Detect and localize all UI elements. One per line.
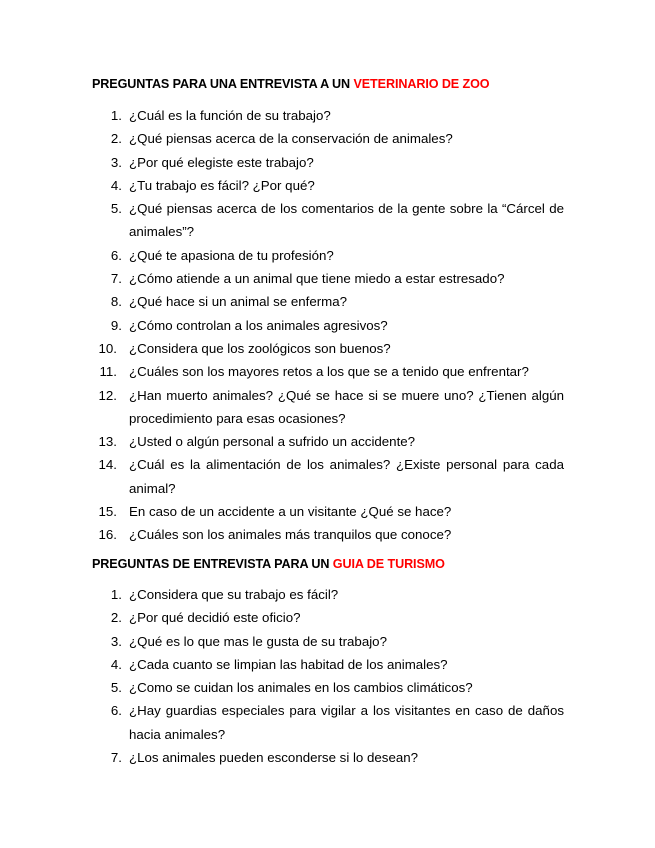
section-heading-guia [92, 556, 445, 572]
question-text: ¿Considera que su trabajo es fácil? [129, 587, 339, 602]
question-number: 7. [110, 750, 122, 766]
question-number: 9. [110, 317, 122, 333]
question-text: ¿Hay guardias especiales para vigilar a los visitantes en caso de daños [129, 703, 564, 719]
question-item [92, 360, 564, 383]
question-item [92, 104, 564, 127]
question-number: 6. [110, 703, 122, 719]
question-number: 1. [110, 587, 122, 602]
question-text: ¿Qué hace si un animal se enferma? [129, 294, 348, 310]
question-text: ¿Por qué elegiste este trabajo? [129, 154, 314, 170]
question-item [92, 746, 564, 769]
question-text: ¿Tu trabajo es fácil? ¿Por qué? [129, 177, 315, 193]
question-item [92, 151, 564, 174]
question-text: animal? [129, 480, 176, 496]
question-item [92, 384, 564, 431]
question-text: ¿Qué piensas acerca de los comentarios de la gente sobre la “Cárcel de [129, 201, 564, 217]
question-item [92, 653, 564, 676]
question-item [92, 630, 564, 653]
question-item [92, 699, 564, 746]
question-text: ¿Considera que los zoológicos son buenos? [129, 340, 391, 356]
question-number: 5. [110, 201, 122, 217]
question-number: 14. [98, 457, 117, 473]
question-item [92, 337, 564, 360]
question-number: 7. [110, 271, 122, 287]
question-text: animales”? [129, 224, 195, 240]
section-heading-veterinario [92, 76, 490, 92]
question-number: 16. [98, 527, 117, 543]
question-number: 3. [110, 633, 122, 649]
question-text: ¿Qué te apasiona de tu profesión? [129, 247, 334, 263]
question-number: 3. [110, 154, 122, 170]
question-item [92, 523, 564, 546]
question-number: 15. [98, 504, 117, 520]
question-item [92, 244, 564, 267]
question-item [92, 127, 564, 150]
question-text: ¿Usted o algún personal a sufrido un accidente? [129, 434, 416, 450]
question-text: ¿Cuáles son los mayores retos a los que se a tenido que enfrentar? [129, 364, 529, 380]
question-number: 6. [110, 247, 122, 263]
question-number: 8. [110, 294, 122, 310]
question-text: ¿Qué piensas acerca de la conservación de animales? [129, 131, 453, 147]
question-text: ¿Cada cuanto se limpian las habitad de los animales? [129, 656, 448, 672]
heading-text: PREGUNTAS PARA UNA ENTREVISTA A UN [92, 77, 354, 91]
question-item [92, 500, 564, 523]
question-text: ¿Cuáles son los animales más tranquilos que conoce? [129, 527, 452, 543]
heading-text: PREGUNTAS DE ENTREVISTA PARA UN [92, 557, 333, 571]
question-text: En caso de un accidente a un visitante ¿Qué se hace? [129, 504, 452, 520]
question-text: ¿Como se cuidan los animales en los cambios climáticos? [129, 680, 473, 696]
question-number: 13. [98, 434, 117, 450]
question-item [92, 290, 564, 313]
question-item [92, 606, 564, 629]
question-text: ¿Por qué decidió este oficio? [129, 610, 301, 626]
question-number: 1. [110, 108, 122, 123]
question-number: 5. [110, 680, 122, 696]
question-number: 10. [98, 340, 117, 356]
question-number: 11. [99, 364, 117, 380]
question-item [92, 676, 564, 699]
question-text: ¿Cómo controlan a los animales agresivos? [129, 317, 388, 333]
question-text: ¿Los animales pueden esconderse si lo desean? [129, 750, 419, 766]
question-text: ¿Cuál es la función de su trabajo? [129, 108, 331, 123]
question-item [92, 583, 564, 606]
question-list-veterinario [92, 104, 564, 547]
question-number: 2. [110, 610, 122, 626]
question-item [92, 197, 564, 244]
question-text: ¿Cuál es la alimentación de los animales? ¿Existe personal para cada [129, 457, 564, 473]
question-item [92, 174, 564, 197]
question-list-guia [92, 583, 564, 769]
question-text: ¿Qué es lo que mas le gusta de su trabajo? [129, 633, 387, 649]
question-item [92, 267, 564, 290]
question-number: 4. [110, 656, 122, 672]
question-text: ¿Cómo atiende a un animal que tiene miedo a estar estresado? [129, 271, 505, 287]
question-number: 2. [110, 131, 122, 147]
heading-highlight: VETERINARIO DE ZOO [353, 77, 490, 91]
question-text: hacia animales? [129, 726, 226, 742]
question-text: procedimiento para esas ocasiones? [129, 410, 346, 426]
question-number: 4. [110, 177, 122, 193]
question-item [92, 453, 564, 500]
question-item [92, 430, 564, 453]
heading-highlight: GUIA DE TURISMO [332, 557, 445, 571]
question-text: ¿Han muerto animales? ¿Qué se hace si se muere uno? ¿Tienen algún [129, 387, 564, 403]
question-number: 12. [98, 387, 117, 403]
question-item [92, 314, 564, 337]
